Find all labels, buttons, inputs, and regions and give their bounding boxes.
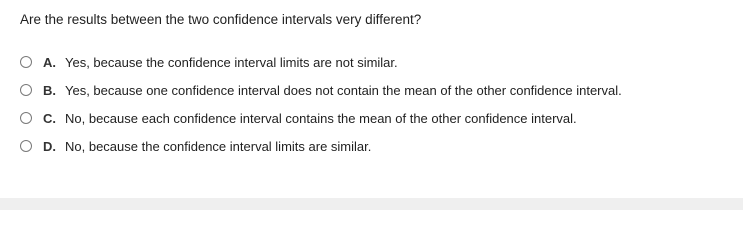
option-text-a: Yes, because the confidence interval limits are not similar. (65, 54, 398, 70)
option-text-d: No, because the confidence interval limits are similar. (65, 138, 372, 154)
answer-options-list (20, 54, 622, 166)
option-letter-a: A. (43, 54, 56, 70)
option-c[interactable] (20, 110, 622, 126)
footer-bar (0, 198, 743, 210)
radio-button-a[interactable] (20, 56, 32, 68)
option-letter-d: D. (43, 138, 56, 154)
radio-button-d[interactable] (20, 140, 32, 152)
option-text-b: Yes, because one confidence interval does not contain the mean of the other confidence interval. (65, 82, 622, 98)
option-a[interactable] (20, 54, 622, 70)
option-letter-c: C. (43, 110, 56, 126)
radio-button-c[interactable] (20, 112, 32, 124)
option-b[interactable] (20, 82, 622, 98)
option-letter-b: B. (43, 82, 56, 98)
radio-button-b[interactable] (20, 84, 32, 96)
question-text: Are the results between the two confidence intervals very different? (20, 12, 422, 27)
option-text-c: No, because each confidence interval contains the mean of the other confidence interval. (65, 110, 577, 126)
option-d[interactable] (20, 138, 622, 154)
